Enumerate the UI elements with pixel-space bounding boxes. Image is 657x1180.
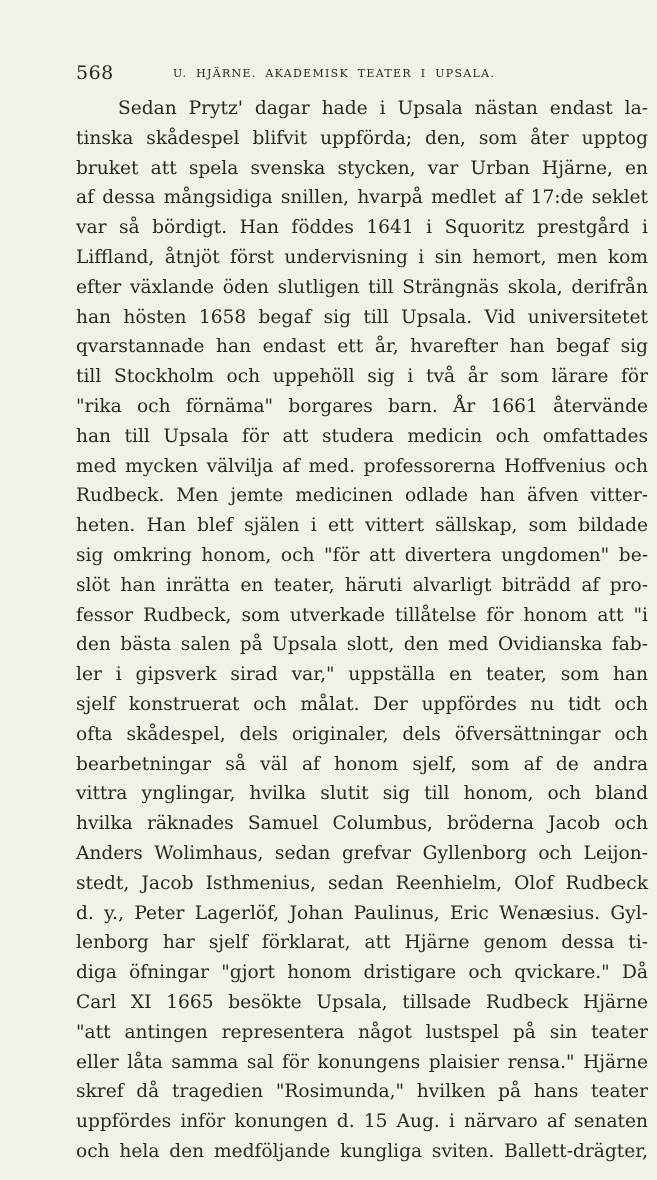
- text-line: af dessa mångsidiga snillen, hvarpå medlet af 17:de seklet: [76, 187, 648, 209]
- text-line: "rika och förnäma" borgares barn. År 1661 återvände: [76, 395, 648, 417]
- text-line: ler i gipsverk sirad var," uppställa en teater, som han: [76, 664, 648, 686]
- text-line: efter växlande öden slutligen till Strängnäs skola, derifrån: [76, 276, 648, 298]
- text-line: diga öfningar "gjort honom dristigare och qvickare." Då: [76, 962, 648, 984]
- text-line: vittra ynglingar, hvilka slutit sig till honom, och bland: [76, 783, 648, 805]
- text-line: till Stockholm och uppehöll sig i två år som lärare för: [76, 366, 648, 388]
- text-line: Anders Wolimhaus, sedan grefvar Gyllenborg och Leijon-: [76, 842, 648, 864]
- text-line: Rudbeck. Men jemte medicinen odlade han äfven vitter-: [76, 485, 648, 507]
- text-line: sjelf konstruerat och målat. Der uppfördes nu tidt och: [76, 693, 648, 715]
- text-line: skref då tragedien "Rosimunda," hvilken på hans teater: [76, 1081, 648, 1103]
- text-line: den bästa salen på Upsala slott, den med Ovidianska fab-: [76, 634, 648, 656]
- text-line: ofta skådespel, dels originaler, dels öfversättningar och: [76, 723, 648, 745]
- text-line: qvarstannade han endast ett år, hvarefter han begaf sig: [76, 336, 648, 358]
- text-line: heten. Han blef själen i ett vittert sällskap, som bildade: [76, 515, 648, 537]
- text-line: Liffland, åtnjöt först undervisning i sin hemort, men kom: [76, 246, 648, 268]
- text-line: bearbetningar så väl af honom sjelf, som af de andra: [76, 753, 648, 775]
- text-line: Sedan Prytz' dagar hade i Upsala nästan endast la-: [118, 98, 648, 119]
- text-line: fessor Rudbeck, som utverkade tillåtelse för honom att "i: [76, 604, 648, 626]
- text-line: och hela den medföljande kungliga sviten. Ballett-drägter,: [76, 1140, 648, 1162]
- body-text: [76, 94, 648, 1167]
- text-line: eller låta samma sal för konungens plaisier rensa." Hjärne: [76, 1051, 648, 1073]
- running-head: U. HJÄRNE. AKADEMISK TEATER I UPSALA.: [173, 67, 496, 80]
- text-line: tinska skådespel blifvit uppförda; den, som åter upptog: [76, 127, 648, 149]
- text-line: Carl XI 1665 besökte Upsala, tillsade Rudbeck Hjärne: [76, 991, 648, 1013]
- text-line: sig omkring honom, och "för att divertera ungdomen" be-: [76, 544, 648, 566]
- text-line: lenborg har sjelf förklarat, att Hjärne genom dessa ti-: [76, 932, 648, 954]
- text-line: uppfördes inför konungen d. 15 Aug. i närvaro af senaten: [76, 1111, 648, 1133]
- text-line: hvilka räknades Samuel Columbus, bröderna Jacob och: [76, 813, 648, 835]
- text-line: med mycken välvilja af med. professorerna Hoffvenius och: [76, 455, 648, 477]
- text-line: "att antingen representera något lustspel på sin teater: [76, 1021, 648, 1043]
- text-line: slöt han inrätta en teater, häruti alvarligt biträdd af pro-: [76, 574, 648, 596]
- text-line: bruket att spela svenska stycken, var Urban Hjärne, en: [76, 157, 648, 179]
- page-number: 568: [76, 62, 114, 84]
- text-line: han till Upsala för att studera medicin och omfattades: [76, 425, 648, 447]
- text-line: stedt, Jacob Isthmenius, sedan Reenhielm, Olof Rudbeck: [76, 872, 648, 894]
- text-line: d. y., Peter Lagerlöf, Johan Paulinus, Eric Wenæsius. Gyl-: [76, 902, 648, 924]
- page-header: [76, 56, 636, 86]
- text-line: var så bördigt. Han föddes 1641 i Squoritz prestgård i: [76, 217, 648, 239]
- text-line: han hösten 1658 begaf sig till Upsala. Vid universitetet: [76, 306, 648, 328]
